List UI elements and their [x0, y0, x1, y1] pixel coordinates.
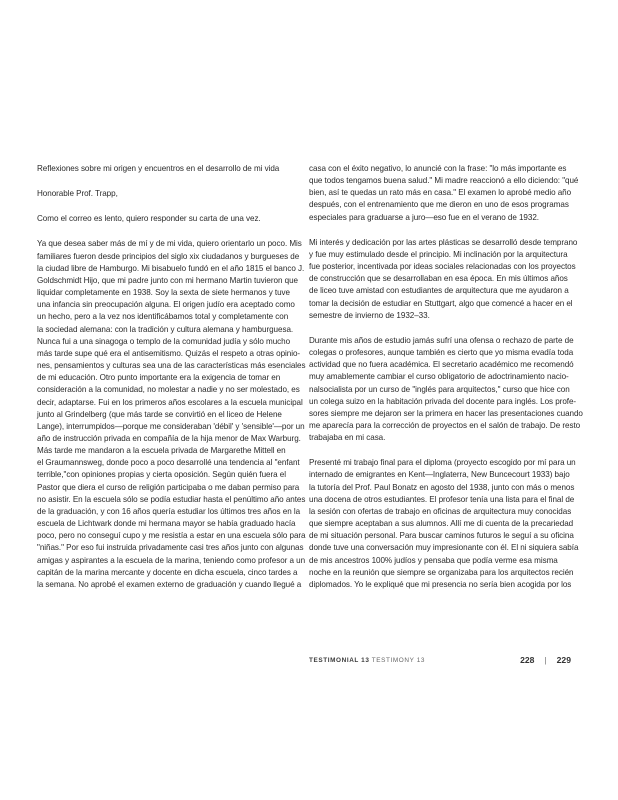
text-line: Mi interés y dedicación por las artes plásticas se desarrolló desde temprano	[309, 237, 578, 247]
text-line: Más tarde me mandaron a la escuela privada de Margarethe Mittell en	[37, 446, 286, 456]
text-line: de construcción que se desarrollaban en esa época. En mis últimos años	[309, 274, 568, 284]
text-line: la sesión con ofertas de trabajo en oficinas de arquitectura muy conocidas	[309, 506, 572, 516]
text-line: poco, pero no conseguí cupo y me resistía a estar en una escuela sólo para	[37, 531, 306, 541]
text-line: Durante mis años de estudio jamás sufrí una ofensa o rechazo de parte de	[309, 335, 574, 345]
text-line: una docena de otros estudiantes. El profesor tenía una lista para el final de	[309, 494, 575, 504]
text-line: de mi educación. Otro punto importante era la exigencia de tomar en	[37, 373, 281, 383]
text-line: Ya que desea saber más de mí y de mi vida, quiero orientarlo un poco. Mis	[37, 239, 302, 249]
text-line: tomar la decisión de estudiar en Stuttgart, algo que comencé a hacer en el	[309, 298, 573, 308]
text-line: capitán de la marina mercante y docente en dicha escuela, cinco tardes a	[37, 567, 298, 577]
text-line: un hecho, pero a la vez nos identificábamos total y completamente con	[37, 312, 289, 322]
text-line: que siempre aceptaban a sus alumnos. Allí me di cuenta de la precariedad	[309, 519, 574, 529]
text-line: sores siempre me dejaron ser la primera en hacer las presentaciones cuando	[309, 408, 583, 418]
text-line: familiares fueron desde principios del siglo xix ciudadanos y burgueses de	[37, 251, 300, 261]
text-line: año de instrucción privada en compañía de la hija menor de Max Warburg.	[37, 433, 301, 443]
text-line: consideración a la comunidad, no molestar a nadie y no ser molestado, es	[37, 385, 300, 395]
text-line: semestre de invierno de 1932–33.	[309, 310, 430, 320]
text-line: una infancia sin preocupación alguna. El origen judío era aceptado como	[37, 300, 295, 310]
text-line: diplomados. Yo le expliqué que mi presencia no sería bien acogida por los	[309, 579, 572, 589]
text-line: la semana. No aprobé el examen externo de graduación y cuando llegué a	[37, 579, 302, 589]
text-line: y fue muy estimulado desde el principio. Mi inclinación por la arquitectura	[309, 249, 568, 259]
text-line: Goldschmidt Hijo, que mi padre junto con mi hermano Martin tuvieron que	[37, 275, 298, 285]
text-line: noche en la reunión que siempre se organizaba para los arquitectos recién	[309, 567, 574, 577]
text-line: "niñas." Por eso fui instruida privadamente casi tres años junto con algunas	[37, 543, 304, 553]
text-line: escuela de Lichtwark donde mi hermana mayor se había graduado hacía	[37, 519, 296, 529]
text-line: bien, así te quedas un rato más en casa." El examen lo aprobé medio año	[309, 188, 572, 198]
right-column	[309, 163, 583, 591]
page-number-left: 228	[520, 655, 535, 665]
text-line: colegas o profesores, aunque también es cierto que yo misma evadía toda	[309, 348, 574, 358]
text-line: actividad que no fuera académica. El secretario académico me recomendó	[309, 360, 574, 370]
text-line: junto al Grindelberg (que más tarde se convirtió en el liceo de Helene	[37, 409, 282, 419]
text-line: después, con el entrenamiento que me dieron en uno de esos programas	[309, 200, 569, 210]
text-line: nalsocialista por un curso de "inglés para arquitectos," curso que hice con	[309, 384, 570, 394]
paragraph-graduation	[309, 163, 579, 224]
text-line: amigas y aspirantes a la escuela de la marina, teniendo como profesor a un	[37, 555, 306, 565]
left-column	[37, 163, 306, 591]
footer-label-spanish: TESTIMONIAL 13	[309, 657, 370, 664]
text-line: no asistir. En la escuela sólo se podía estudiar hasta el penúltimo año antes	[37, 494, 306, 504]
text-line: trabajaba en mi casa.	[309, 433, 386, 443]
text-line: Lange), interrumpidos—porque me consideraban 'débil' y 'sensible'—por un	[37, 421, 305, 431]
text-line: internado de emigrantes en Kent—Inglaterra, New Buncecourt 1933) bajo	[309, 470, 570, 480]
text-line: más tarde supe qué era el antisemitismo. Quizás el respeto a otras opinio-	[37, 348, 301, 358]
text-line: fue posterior, incentivada por ideas sociales relacionadas con los proyectos	[309, 262, 576, 272]
letter-opening: Como el correo es lento, quiero responder su carta de una vez.	[37, 214, 261, 224]
text-line: que todos tengamos buena salud." Mi madre reaccionó a ello diciendo: "qué	[309, 176, 579, 186]
text-line: casa con el éxito negativo, lo anuncié con la frase: "lo más importante es	[309, 164, 567, 173]
text-line: Nunca fui a una sinagoga o templo de la comunidad judía y sólo mucho	[37, 336, 291, 346]
text-line: terrible,"con opiniones propias y cierta oposición. Según quién fuera el	[37, 470, 286, 480]
left-body-paragraph	[37, 238, 306, 591]
letter-title: Reflexiones sobre mi origen y encuentros en el desarrollo de mi vida	[37, 164, 280, 173]
text-line: Presenté mi trabajo final para el diploma (proyecto escogido por mí para un	[309, 458, 576, 468]
page-footer	[309, 657, 571, 664]
text-line: de liceo tuve amistad con estudiantes de arquitectura que me ayudaron a	[309, 286, 569, 296]
text-line: la sociedad alemana: con la tradición y cultura alemana y hamburguesa.	[37, 324, 294, 334]
page-number-right: 229	[556, 655, 571, 665]
text-line: especiales para graduarse a juro—eso fue en el verano de 1932.	[309, 212, 539, 222]
text-line: Pastor que diera el curso de religión participaba o me daban permiso para	[37, 482, 300, 492]
paragraph-diploma	[309, 457, 579, 591]
text-line: de mi situación personal. Para buscar caminos futuros le seguí a su oficina	[309, 531, 574, 541]
text-line: de la graduación, y con 16 años quería estudiar los últimos tres años en la	[37, 506, 301, 516]
paragraph-study-years	[309, 335, 583, 444]
paragraph-arts-interest	[309, 237, 578, 322]
text-line: nes, pensamientos y culturas sea una de las características más esenciales	[37, 361, 306, 371]
letter-salutation: Honorable Prof. Trapp,	[37, 189, 118, 199]
text-line: la ciudad libre de Hamburgo. Mi bisabuelo fundó en el año 1815 el banco J.	[37, 263, 305, 273]
text-line: el Graumannsweg, donde poco a poco desarrollé una tendencia al "enfant	[37, 458, 300, 468]
text-line: liquidar completamente en 1938. Soy la sexta de siete hermanos y tuve	[37, 288, 291, 298]
text-line: un colega suizo en la habitación privada del docente para inglés. Los profe-	[309, 396, 577, 406]
text-line: muy amablemente cambiar el curso obligatorio de adoctrinamiento nacio-	[309, 372, 569, 382]
text-line: me aparecía para la corrección de proyectos en el salón de trabajo. De resto	[309, 420, 581, 430]
text-line: la tutoría del Prof. Paul Bonatz en agosto del 1938, junto con más o menos	[309, 482, 575, 492]
text-line: donde tuve una conversación muy impresionante con él. El ni siquiera sabía	[309, 543, 579, 553]
text-line: decir, adaptarse. Fui en los primeros años escolares a la escuela municipal	[37, 397, 303, 407]
page-numbers	[520, 655, 571, 665]
footer-label-english: TESTIMONY 13	[371, 657, 425, 664]
page-separator: |	[544, 655, 547, 665]
text-line: de mis ancestros 100% judíos y pensaba que podía verme esa misma	[309, 555, 558, 565]
